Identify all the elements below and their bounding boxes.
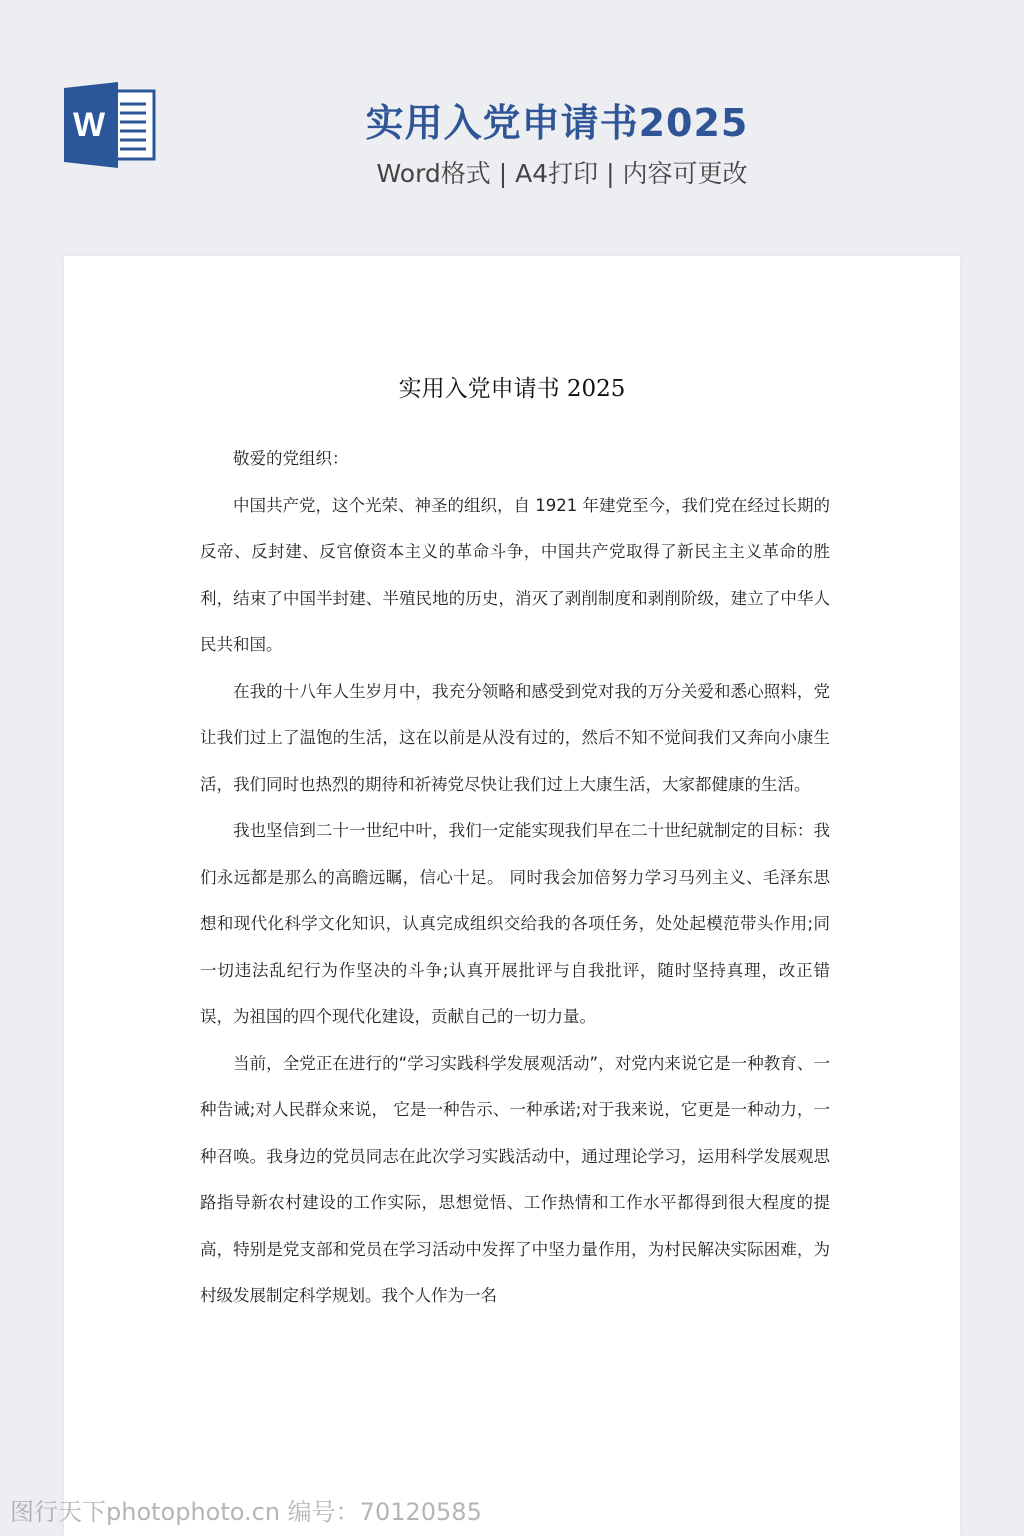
salutation: 敬爱的党组织：: [233, 449, 349, 468]
paragraph-2: 在我的十八年人生岁月中，我充分领略和感受到党对我的万分关爱和悉心照料，党让我们过上了温饱的生活，这在以前是从没有过的，然后不知不觉间我们又奔向小康生活，我们同时也热烈的期待和祈祷党尽快让我们过上大康生活，大家都健康的生活。: [200, 681, 830, 794]
document-body: [200, 436, 830, 1320]
header-title: 实用入党申请书2025: [365, 101, 749, 145]
document-title: 实用入党申请书 2025: [398, 376, 626, 402]
header-subtitle: Word格式 | A4打印 | 内容可更改: [376, 159, 748, 188]
word-logo-letter: W: [72, 106, 106, 144]
paragraph-1: 中国共产党，这个光荣、神圣的组织，自 1921 年建党至今，我们党在经过长期的反帝、反封建、反官僚资本主义的革命斗争，中国共产党取得了新民主主义革命的胜利，结束了中国半封建、半殖民地的历史，消灭了剥削制度和剥削阶级，建立了中华人民共和国。: [200, 495, 830, 654]
paragraph-4: 当前，全党正在进行的“学习实践科学发展观活动”，对党内来说它是一种教育、一种告诫;对人民群众来说， 它是一种告示、一种承诺;对于我来说，它更是一种动力，一种召唤。我身边的党员同志在此次学习实践活动中，通过理论学习，运用科学发展观思路指导新农村建设的工作实际，思想觉悟、工作热情和工作水平都得到很大程度的提高，特别是党支部和党员在学习活动中发挥了中坚力量作用，为村民解决实际困难，为村级发展制定科学规划。我个人作为一名: [200, 1053, 830, 1305]
watermark: 图行天下photophoto.cn 编号：70120585: [10, 1498, 482, 1526]
paragraph-3: 我也坚信到二十一世纪中叶，我们一定能实现我们早在二十世纪就制定的目标：我们永远都是那么的高瞻远瞩，信心十足。 同时我会加倍努力学习马列主义、毛泽东思想和现代化科学文化知识，认真完成组织交给我的各项任务，处处起模范带头作用;同一切违法乱纪行为作坚决的斗争;认真开展批评与自我批评，随时坚持真理，改正错误，为祖国的四个现代化建设，贡献自己的一切力量。: [200, 821, 830, 1026]
document-page: [64, 256, 960, 1536]
